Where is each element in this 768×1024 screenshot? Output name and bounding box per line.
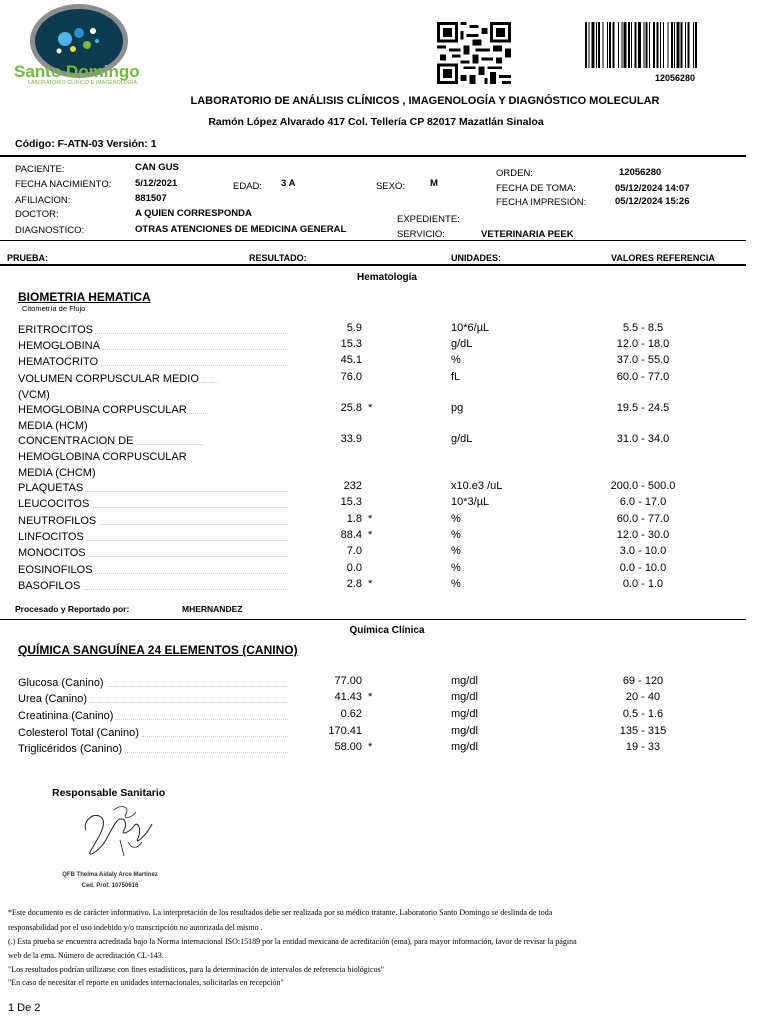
test-unit: mg/dl [451,741,478,753]
test-name-text: Triglicéridos (Canino) [18,743,123,755]
group-quimica-sanguinea: QUÍMICA SANGUÍNEA 24 ELEMENTOS (CANINO) [18,643,298,657]
test-result: 232 [343,480,362,492]
reference-range: 6.0 - 17.0 [619,496,667,508]
test-name-text: HEMATOCRITO [18,356,99,368]
abnormal-flag: * [368,529,373,541]
test-name-text: LEUCOCITOS [18,498,90,510]
signatory-cedula: Ced. Prof. 10750616 [81,883,139,889]
test-name-text: BASOFILOS [18,580,81,592]
test-name-text: HEMOGLOBINA CORPUSCULAR MEDIA (HCM) [18,404,187,432]
test-result: 170.41 [328,725,362,737]
test-result: 5.9 [346,322,362,334]
reference-range: 60.0 - 77.0 [616,371,670,383]
fecha-nacimiento-label: FECHA NACIMIENTO: [15,179,112,190]
test-result: 7.0 [346,545,362,557]
test-result: 76.0 [340,371,362,383]
test-name-text: Urea (Canino) [18,693,88,705]
paciente-label: PACIENTE: [15,164,65,175]
test-result: 15.3 [340,496,362,508]
test-unit: mg/dl [451,691,478,703]
test-name-text: Glucosa (Canino) [18,677,104,689]
barcode-number: 12056280 [654,73,696,83]
diagnostico-value: OTRAS ATENCIONES DE MEDICINA GENERAL [135,224,347,235]
sexo-value: M [430,178,438,189]
footer-line: "Los resultados podrían utilizarse con fines estadísticos, para la determinación de intervalos de referencia biológicos" [8,965,384,974]
expediente-label: EXPEDIENTE: [397,214,460,225]
reference-range: 20 - 40 [625,691,661,703]
divider [0,619,746,620]
reference-range: 135 - 315 [619,725,667,737]
page-number: 1 De 2 [8,1002,41,1014]
test-name-text: Creatinina (Canino) [18,710,114,722]
reference-range: 19.5 - 24.5 [616,402,670,414]
col-resultado: RESULTADO: [249,253,307,263]
sexo-label: SEXO: [376,181,406,192]
logo-name: Santo Domingo [14,62,140,81]
test-name-text: HEMOGLOBINA [18,340,100,352]
reference-range: 5.5 - 8.5 [622,322,664,334]
test-result: 45.1 [340,354,362,366]
test-unit: mg/dl [451,708,478,720]
test-name-text: ERITROCITOS [18,324,93,336]
responsable-sanitario: Responsable Sanitario [52,787,166,799]
divider [0,264,746,266]
abnormal-flag: * [368,513,373,525]
test-unit: 10*6/µL [451,322,490,334]
test-unit: % [451,578,461,590]
test-unit: % [451,513,461,525]
reference-range: 31.0 - 34.0 [616,433,670,445]
reference-range: 3.0 - 10.0 [619,545,667,557]
reference-range: 0.5 - 1.6 [622,708,664,720]
test-unit: % [451,354,461,366]
test-result: 15.3 [340,338,362,350]
footer-line: "En caso de necesitar el reporte en unidades internacionales, solicitarlas en recepción" [8,978,284,987]
edad-label: EDAD: [233,181,263,192]
divider [0,155,746,157]
test-unit: 10*3/µL [451,496,490,508]
test-name-text: MONOCITOS [18,547,86,559]
lab-address: Ramón López Alvarado 417 Col. Tellería CP 82017 Mazatlán Sinaloa [208,116,544,128]
fecha-toma-value: 05/12/2024 14:07 [615,183,690,194]
test-name-text: LINFOCITOS [18,531,84,543]
reference-range: 60.0 - 77.0 [616,513,670,525]
reference-range: 37.0 - 55.0 [616,354,670,366]
reference-range: 19 - 33 [625,741,661,753]
fecha-impresion-value: 05/12/2024 15:26 [615,196,690,207]
test-unit: mg/dl [451,725,478,737]
test-unit: % [451,529,461,541]
test-name-text: CONCENTRACION DE HEMOGLOBINA CORPUSCULAR MEDIA (CHCM) [18,435,187,479]
reference-range: 0.0 - 1.0 [622,578,664,590]
test-unit: pg [451,402,464,414]
edad-value: 3 A [281,178,296,189]
fecha-impresion-label: FECHA IMPRESIÓN: [496,197,587,208]
group-biometria-hematica: BIOMETRIA HEMATICA [18,290,151,304]
test-unit: mg/dl [451,675,478,687]
afiliacion-value: 881507 [135,193,167,204]
test-unit: g/dL [451,433,473,445]
test-result: 58.00 [334,741,362,753]
section-hematologia: Hematología [356,272,417,283]
test-result: 0.62 [340,708,362,720]
test-unit: % [451,562,461,574]
test-name-text: Colesterol Total (Canino) [18,727,139,739]
test-name-text: VOLUMEN CORPUSCULAR MEDIO (VCM) [18,373,199,401]
col-valores-referencia: VALORES REFERENCIA [611,253,715,263]
test-result: 41.43 [334,691,362,703]
fecha-nacimiento-value: 5/12/2021 [135,178,178,189]
paciente-value: CAN GUS [135,162,179,173]
test-result: 33.9 [340,433,362,445]
signatory-name: QFB Thelma Aidaly Arce Martínez [62,872,158,878]
reference-range: 0.0 - 10.0 [619,562,667,574]
abnormal-flag: * [368,578,373,590]
servicio-value: VETERINARIA PEEK [481,229,574,240]
processed-by-value: MHERNANDEZ [182,604,243,614]
test-unit: fL [451,371,461,383]
test-result: 77.00 [334,675,362,687]
test-result: 2.8 [346,578,362,590]
section-quimica-clinica: Química Clínica [349,625,425,636]
reference-range: 12.0 - 18.0 [616,338,670,350]
test-name-text: PLAQUETAS [18,482,84,494]
footer-line: (.) Esta prueba se encuentra acreditada bajo la Norma internacional ISO:15189 por la entidad mexicana de acreditación (ema), para mayor información, favor de revisar la página [8,937,577,946]
footer-line: web de la ema. Número de acreditación CL-143. [8,951,164,960]
test-result: 25.8 [340,402,362,414]
barcode-icon [585,22,735,68]
doctor-label: DOCTOR: [15,209,59,220]
test-unit: g/dL [451,338,473,350]
diagnostico-label: DIAGNOSTICO: [15,225,85,236]
test-result: 1.8 [346,513,362,525]
col-prueba: PRUEBA: [7,253,49,263]
abnormal-flag: * [368,691,373,703]
reference-range: 69 - 120 [622,675,664,687]
abnormal-flag: * [368,741,373,753]
test-unit: % [451,545,461,557]
fecha-toma-label: FECHA DE TOMA: [496,183,576,194]
qr-code-icon [437,22,511,84]
test-name-text: NEUTROFILOS [18,515,97,527]
lab-logo [14,4,154,88]
orden-label: ORDEN: [496,168,533,179]
signature-icon [80,800,160,866]
footer-line: *Este documento es de carácter informativo. La interpretación de los resultados debe ser realizada por su médico tratante. Laboratorio Santo Domingo se deslinda de toda [8,908,553,917]
divider [0,240,746,241]
test-result: 0.0 [346,562,362,574]
afiliacion-label: AFILIACION: [15,195,71,206]
footer-line: responsabilidad por el uso indebido y/o transcripción no autorizada del mismo . [8,923,263,932]
lab-title: LABORATORIO DE ANÁLISIS CLÍNICOS , IMAGENOLOGÍA Y DIAGNÓSTICO MOLECULAR [190,95,660,107]
servicio-label-clip [397,229,467,240]
test-unit: x10.e3 /uL [451,480,503,492]
doctor-value: A QUIEN CORRESPONDA [135,208,252,219]
logo-subtitle: LABORATORIO CLÍNICO E IMAGENOLOGÍA [28,80,138,86]
reference-range: 200.0 - 500.0 [610,480,676,492]
processed-by-label: Procesado y Reportado por: [15,604,130,614]
test-result: 88.4 [340,529,362,541]
col-unidades: UNIDADES: [451,253,502,263]
document-code: Código: F-ATN-03 Versión: 1 [15,138,157,150]
reference-range: 12.0 - 30.0 [616,529,670,541]
abnormal-flag: * [368,402,373,414]
servicio-label: SERVICIO: [397,229,445,240]
orden-value: 12056280 [619,167,662,178]
method-label: Citometría de Flujo [22,304,86,313]
test-name-text: EOSINOFILOS [18,564,93,576]
